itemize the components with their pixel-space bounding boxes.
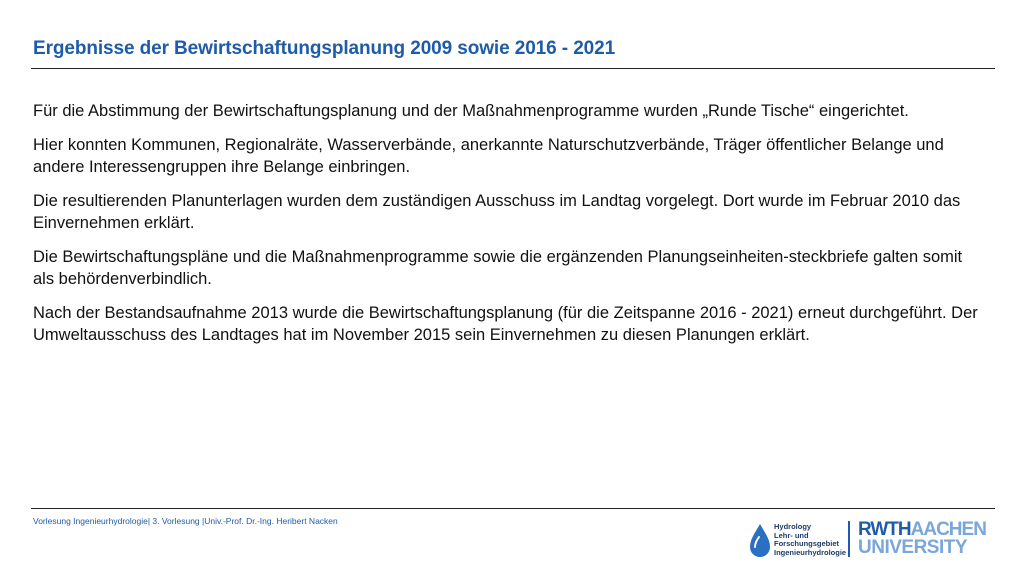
rwth-logo-line2: UNIVERSITY <box>858 537 968 558</box>
hydrology-logo-line4: Ingenieurhydrologie <box>774 547 847 557</box>
rwth-logo-part1: RWTH <box>858 519 911 540</box>
slide-body <box>33 100 983 358</box>
rwth-logo <box>858 521 998 561</box>
hydrology-logo-line1: Hydrology <box>774 522 812 531</box>
rwth-logo-part2: AACHEN <box>910 519 986 540</box>
paragraph-3: Die resultierenden Planunterlagen wurden dem zuständigen Ausschuss im Landtag vorgelegt. Dort wurde im Februar 2010 das Einvernehmen erklärt. <box>33 192 961 232</box>
footer-text: Vorlesung Ingenieurhydrologie| 3. Vorlesung |Univ.-Prof. Dr.-Ing. Heribert Nacken <box>33 516 338 526</box>
paragraph-1: Für die Abstimmung der Bewirtschaftungsplanung und der Maßnahmenprogramme wurden „Runde Tische“ eingerichtet. <box>33 102 909 120</box>
slide-title: Ergebnisse der Bewirtschaftungsplanung 2009 sowie 2016 - 2021 <box>33 38 616 59</box>
footer-divider <box>31 508 995 509</box>
water-drop-icon <box>747 523 773 559</box>
logo-divider <box>848 521 850 557</box>
hydrology-logo-text <box>774 523 846 557</box>
hydrology-logo-line3: Forschungsgebiet <box>774 539 840 548</box>
title-divider <box>31 68 995 69</box>
hydrology-logo-line2: Lehr- und <box>774 530 809 540</box>
paragraph-2: Hier konnten Kommunen, Regionalräte, Wasserverbände, anerkannte Naturschutzverbände, Träger öffentlicher Belange und andere Interessengruppen ihre Belange einbringen. <box>33 136 944 176</box>
paragraph-4: Die Bewirtschaftungspläne und die Maßnahmenprogramme sowie die ergänzenden Planungseinheiten-steckbriefe galten somit als behördenverbindlich. <box>33 248 963 288</box>
paragraph-5: Nach der Bestandsaufnahme 2013 wurde die Bewirtschaftungsplanung (für die Zeitspanne 2016 - 2021) erneut durchgeführt. Der Umweltausschuss des Landtages hat im November 2015 sein Einvernehmen zu diesen Planungen erklärt. <box>33 304 978 344</box>
hydrology-logo <box>747 521 847 561</box>
